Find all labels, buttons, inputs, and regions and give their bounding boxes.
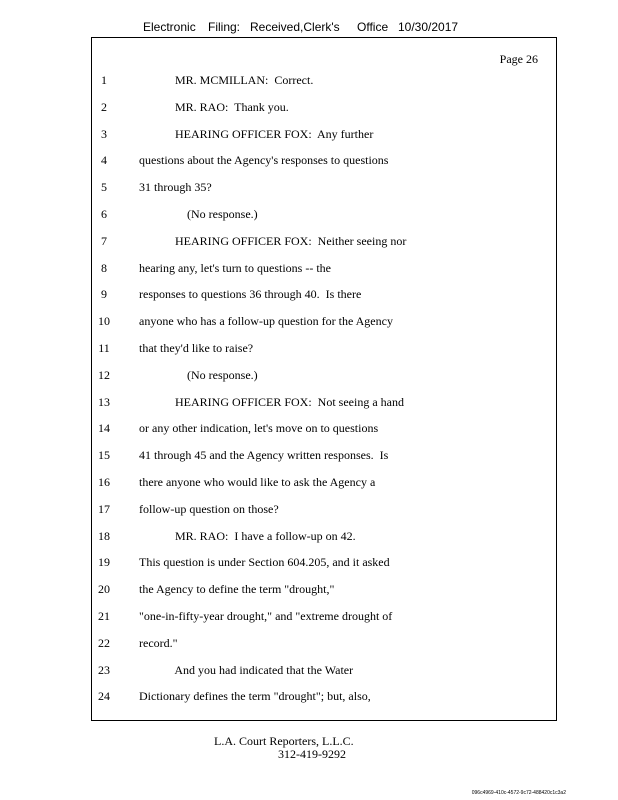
line-number: 20 [98,582,110,596]
line-number: 23 [98,663,110,677]
line-text: HEARING OFFICER FOX: Not seeing a hand [139,395,404,409]
line-text: (No response.) [139,207,258,221]
line-number: 14 [98,421,110,435]
line-text: 41 through 45 and the Agency written responses. Is [139,448,389,462]
filing-header [0,20,618,38]
header-received: Received,Clerk's [250,20,340,34]
line-number: 8 [101,261,107,275]
line-text: hearing any, let's turn to questions -- the [139,261,332,275]
footer-firm-name: L.A. Court Reporters, L.L.C. [214,734,354,748]
line-number: 3 [101,127,107,141]
line-number: 19 [98,555,110,569]
line-text: that they'd like to raise? [139,341,254,355]
line-text: responses to questions 36 through 40. Is there [139,287,362,301]
line-number: 7 [101,234,107,248]
line-number: 2 [101,100,107,114]
line-number: 18 [98,529,110,543]
line-number: 15 [98,448,110,462]
line-text: Dictionary defines the term "drought"; but, also, [139,689,371,703]
line-text: "one-in-fifty-year drought," and "extreme drought of [139,609,393,623]
line-text: the Agency to define the term "drought," [139,582,335,596]
line-text: or any other indication, let's move on to questions [139,421,379,435]
line-number: 6 [101,207,107,221]
line-text: anyone who has a follow-up question for the Agency [139,314,393,328]
header-date: 10/30/2017 [398,20,459,34]
line-number: 9 [101,287,107,301]
line-text: record." [139,636,178,650]
line-number: 1 [101,73,107,87]
line-text: MR. RAO: Thank you. [139,100,289,114]
line-text: HEARING OFFICER FOX: Neither seeing nor [139,234,407,248]
line-text: questions about the Agency's responses to questions [139,153,389,167]
line-text: 31 through 35? [139,180,212,194]
line-number: 17 [98,502,110,516]
line-number: 12 [98,368,110,382]
line-text: there anyone who would like to ask the Agency a [139,475,376,489]
header-electronic: Electronic [143,20,196,34]
page-number: Page 26 [499,52,538,66]
line-text: (No response.) [139,368,258,382]
line-number: 5 [101,180,107,194]
line-number: 16 [98,475,110,489]
line-number: 24 [98,689,110,703]
header-filing: Filing: [208,20,241,34]
line-number: 4 [101,153,107,167]
header-office: Office [357,20,389,34]
line-number: 21 [98,609,110,623]
line-number: 10 [98,314,110,328]
line-text: And you had indicated that the Water [139,663,354,677]
line-text: This question is under Section 604.205, and it asked [139,555,390,569]
footer-phone: 312-419-9292 [278,747,346,761]
line-text: MR. MCMILLAN: Correct. [139,73,314,87]
line-text: HEARING OFFICER FOX: Any further [139,127,374,141]
document-id: 096c4969-410c-4572-9c72-488420c1c3a2 [471,790,566,796]
line-text: MR. RAO: I have a follow-up on 42. [139,529,356,543]
line-text: follow-up question on those? [139,502,279,516]
line-number: 13 [98,395,110,409]
line-number: 22 [98,636,110,650]
line-number: 11 [98,341,110,355]
